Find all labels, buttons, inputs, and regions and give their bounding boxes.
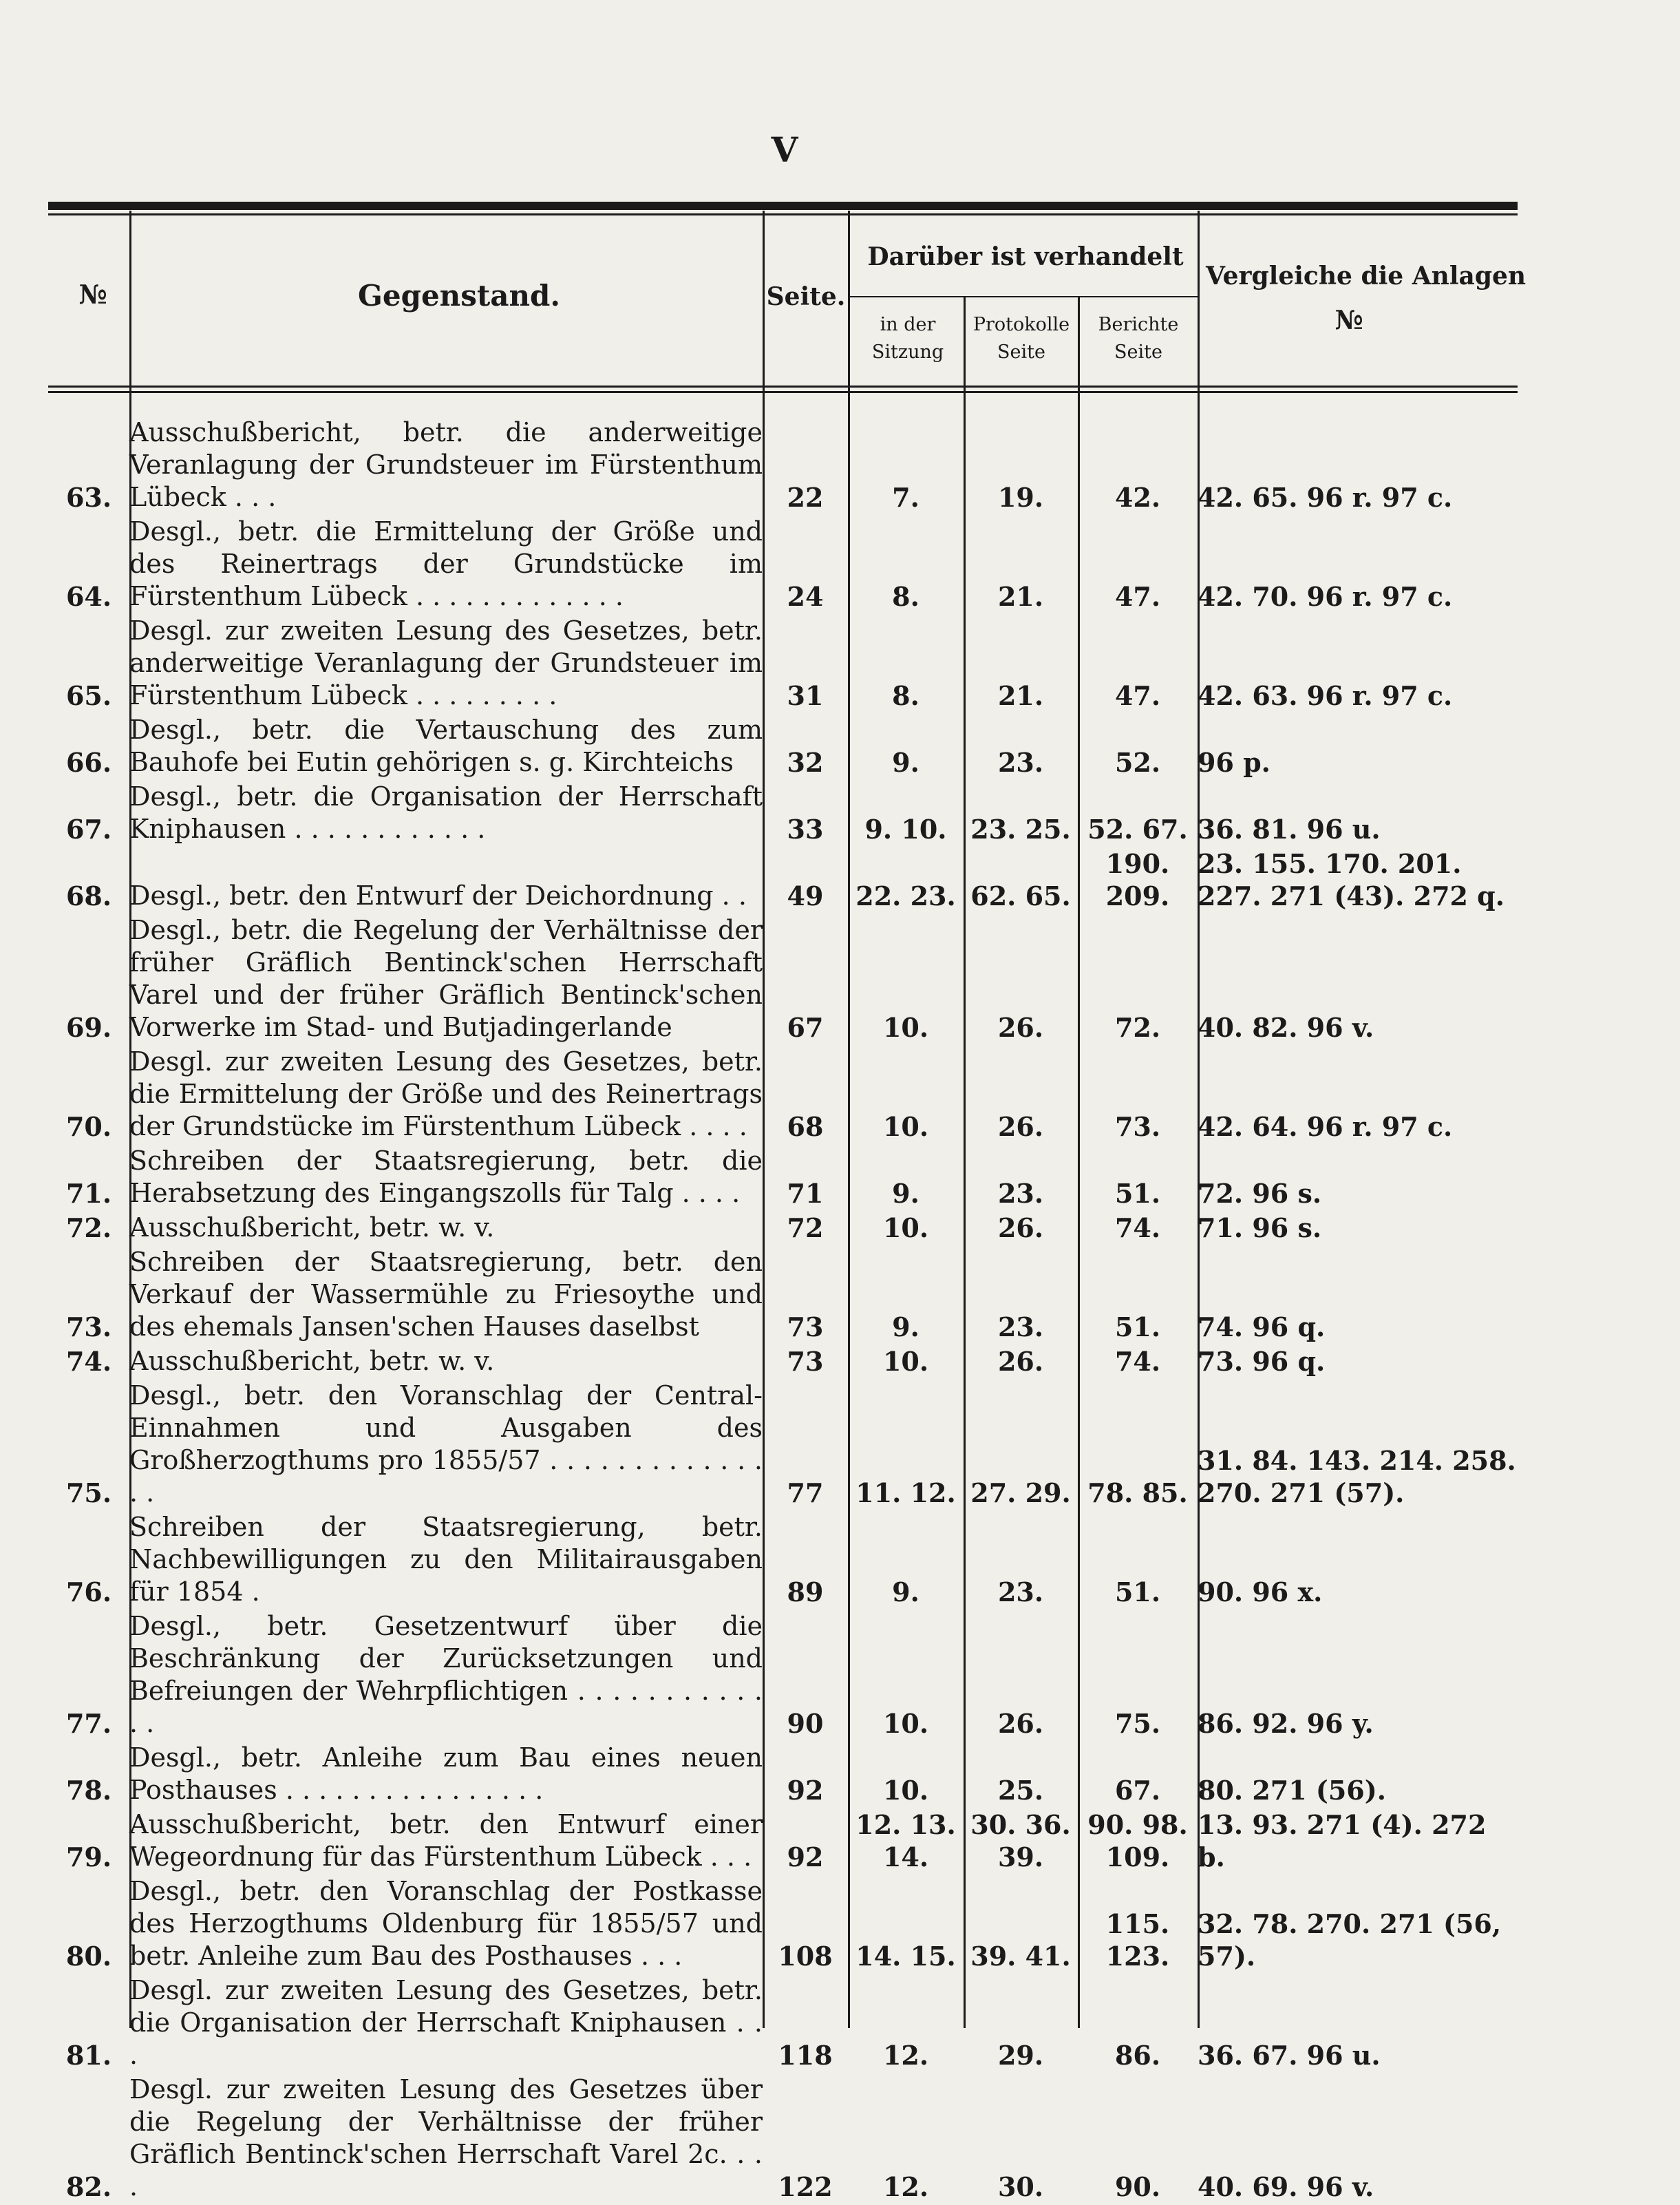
entry-number: 72.	[65, 1212, 112, 1243]
entry-protokolle: 23.	[997, 1311, 1044, 1342]
table-row	[48, 416, 1518, 516]
entry-protokolle: 62. 65.	[970, 880, 1071, 911]
entry-protokolle: 23. 25.	[970, 814, 1071, 845]
entry-subject: Schreiben der Staatsregierung, betr. den Verkauf der Wassermühle zu Friesoythe und des ehemals Jansen'schen Hauses daselbst	[129, 1247, 763, 1342]
entry-anlagen: 36. 81. 96 u.	[1198, 814, 1381, 845]
table-row	[48, 781, 1518, 847]
entry-berichte: 52.	[1114, 747, 1161, 778]
entry-protokolle: 26.	[997, 1708, 1044, 1739]
entry-number: 65.	[65, 680, 112, 711]
entry-anlagen: 42. 63. 96 r. 97 c.	[1198, 680, 1453, 711]
header-protokolle: Protokolle Seite	[972, 314, 1070, 363]
entry-anlagen: 96 p.	[1198, 747, 1270, 778]
entry-subject: Ausschußbericht, betr. die anderweitige Veranlagung der Grundsteuer im Fürstenthum Lübeck . . .	[129, 417, 763, 512]
table-row	[48, 1742, 1518, 1808]
entry-berichte: 52. 67.	[1087, 814, 1188, 845]
entry-page: 92	[787, 1842, 824, 1872]
entry-subject: Desgl., betr. die Ermittelung der Größe und des Reinertrags der Grundstücke im Fürstenthum Lübeck . . . . . . . . . . . . .	[129, 516, 763, 611]
entry-page: 49	[787, 880, 824, 911]
header-sitzung: in der Sitzung	[871, 314, 944, 363]
entry-protokolle: 19.	[997, 482, 1044, 513]
entry-sitzung: 9.	[892, 1311, 919, 1342]
entry-berichte: 67.	[1114, 1775, 1161, 1806]
entry-anlagen: 42. 65. 96 r. 97 c.	[1198, 482, 1453, 513]
entry-number: 75.	[65, 1477, 112, 1508]
entry-anlagen: 42. 70. 96 r. 97 c.	[1198, 581, 1453, 612]
entry-protokolle: 30. 36. 39.	[970, 1809, 1071, 1872]
entry-protokolle: 30.	[997, 2171, 1044, 2202]
entry-protokolle: 21.	[997, 680, 1044, 711]
entry-sitzung: 22. 23.	[855, 880, 956, 911]
entry-berichte: 47.	[1114, 581, 1161, 612]
entry-berichte: 75.	[1114, 1708, 1161, 1739]
entry-number: 77.	[65, 1708, 112, 1739]
entry-sitzung: 11. 12.	[855, 1477, 956, 1508]
entry-berichte: 51.	[1114, 1178, 1161, 1209]
table-row	[48, 615, 1518, 714]
entry-number: 71.	[65, 1178, 112, 1209]
table-row	[48, 1246, 1518, 1345]
entry-subject: Ausschußbericht, betr. den Entwurf einer Wegeordnung für das Fürstenthum Lübeck . . .	[129, 1809, 763, 1872]
entry-subject: Ausschußbericht, betr. w. v.	[129, 1212, 495, 1243]
entry-sitzung: 12.	[882, 2171, 929, 2202]
entry-sitzung: 8.	[892, 581, 919, 612]
entry-subject: Desgl. zur zweiten Lesung des Gesetzes, betr. anderweitige Veranlagung der Grundsteuer im Fürstenthum Lübeck . . . . . . . . .	[129, 615, 763, 710]
entry-page: 73	[787, 1311, 824, 1342]
entry-berichte: 74.	[1114, 1212, 1161, 1243]
table-row	[48, 1380, 1518, 1511]
entry-page: 89	[787, 1576, 824, 1607]
entry-berichte: 86.	[1114, 2040, 1161, 2071]
entry-subject: Schreiben der Staatsregierung, betr. die Herabsetzung des Eingangszolls für Talg . . . .	[129, 1146, 763, 1208]
entry-page: 33	[787, 814, 824, 845]
entry-number: 63.	[65, 482, 112, 513]
page-number: V	[771, 129, 798, 170]
header-verhandelt-rule	[849, 296, 1198, 297]
entry-protokolle: 29.	[997, 2040, 1044, 2071]
entry-page: 71	[787, 1178, 824, 1209]
entry-anlagen: 40. 69. 96 v.	[1198, 2171, 1374, 2202]
entry-anlagen: 74. 96 q.	[1198, 1311, 1326, 1342]
entry-subject: Desgl., betr. den Voranschlag der Central-Einnahmen und Ausgaben des Großherzogthums pro 1855/57 . . . . . . . . . . . . . . .	[129, 1380, 763, 1508]
entry-protokolle: 23.	[997, 1178, 1044, 1209]
entry-page: 22	[787, 482, 824, 513]
entry-subject: Ausschußbericht, betr. w. v.	[129, 1346, 495, 1376]
entry-sitzung: 8.	[892, 680, 919, 711]
entry-subject: Desgl. zur zweiten Lesung des Gesetzes, betr. die Organisation der Herrschaft Kniphausen . . .	[129, 1975, 763, 2070]
entry-subject: Desgl. zur zweiten Lesung des Gesetzes über die Regelung der Verhältnisse der früher Gräflich Bentinck'schen Herrschaft Varel 2c. . . .	[129, 2074, 763, 2202]
entry-subject: Desgl., betr. die Regelung der Verhältnisse der früher Gräflich Bentinck'schen Herrschaft Varel und der früher Gräflich Bentinck'schen Vorwerke im Stad- und Butjadingerlande	[129, 915, 763, 1042]
entry-subject: Desgl., betr. die Organisation der Herrschaft Kniphausen . . . . . . . . . . . .	[129, 781, 763, 844]
entry-protokolle: 23.	[997, 1576, 1044, 1607]
entry-protokolle: 26.	[997, 1346, 1044, 1377]
table-row	[48, 516, 1518, 615]
entry-berichte: 47.	[1114, 680, 1161, 711]
entry-page: 32	[787, 747, 824, 778]
entry-sitzung: 10.	[882, 1111, 929, 1142]
entry-protokolle: 23.	[997, 747, 1044, 778]
entry-number: 78.	[65, 1775, 112, 1806]
entry-subject: Desgl., betr. den Voranschlag der Postkasse des Herzogthums Oldenburg für 1855/57 und betr. Anleihe zum Bau des Posthauses . . .	[129, 1876, 763, 1971]
header-top-rule-thin	[48, 213, 1518, 215]
entry-number: 70.	[65, 1111, 112, 1142]
header-bottom-rule-2	[48, 391, 1518, 393]
table-row	[48, 1145, 1518, 1212]
entry-protokolle: 25.	[997, 1775, 1044, 1806]
entry-protokolle: 26.	[997, 1212, 1044, 1243]
table-row	[48, 2074, 1518, 2205]
header-berichte: Berichte Seite	[1098, 314, 1179, 363]
entry-page: 72	[787, 1212, 824, 1243]
entry-anlagen: 31. 84. 143. 214. 258. 270. 271 (57).	[1198, 1445, 1516, 1508]
entry-anlagen: 71. 96 s.	[1198, 1212, 1322, 1243]
header-gegenstand: Gegenstand.	[358, 279, 560, 313]
header-bottom-rule	[48, 386, 1518, 388]
entry-page: 92	[787, 1775, 824, 1806]
entry-anlagen: 32. 78. 270. 271 (56, 57).	[1198, 1908, 1502, 1972]
table-row	[48, 1046, 1518, 1145]
entry-berichte: 42.	[1114, 482, 1161, 513]
entry-page: 31	[787, 680, 824, 711]
entry-protokolle: 21.	[997, 581, 1044, 612]
entry-subject: Desgl., betr. Gesetzentwurf über die Beschränkung der Zurücksetzungen und Befreiungen der Wehrpflichtigen . . . . . . . . . . . . .	[129, 1611, 763, 1738]
header-nr: №	[78, 279, 107, 310]
entry-sitzung: 9.	[892, 1576, 919, 1607]
entry-subject: Desgl., betr. den Entwurf der Deichordnung . .	[129, 880, 747, 911]
header-top-rule	[48, 202, 1518, 210]
entry-sitzung: 10.	[882, 1346, 929, 1377]
table-row	[48, 714, 1518, 781]
entry-sitzung: 14. 15.	[855, 1941, 956, 1972]
entry-protokolle: 27. 29.	[970, 1477, 1071, 1508]
entry-anlagen: 73. 96 q.	[1198, 1346, 1326, 1377]
entry-anlagen: 72. 96 s.	[1198, 1178, 1322, 1209]
entry-sitzung: 7.	[892, 482, 919, 513]
entry-number: 69.	[65, 1012, 112, 1043]
entry-anlagen: 13. 93. 271 (4). 272 b.	[1198, 1809, 1487, 1872]
entry-page: 108	[778, 1941, 833, 1972]
entry-berichte: 74.	[1114, 1346, 1161, 1377]
table-row	[48, 1974, 1518, 2074]
entry-protokolle: 39. 41.	[970, 1941, 1071, 1972]
entry-berichte: 72.	[1114, 1012, 1161, 1043]
table-row	[48, 1808, 1518, 1875]
entry-number: 64.	[65, 581, 112, 612]
table-row	[48, 1345, 1518, 1380]
entry-sitzung: 10.	[882, 1012, 929, 1043]
entry-sitzung: 12.	[882, 2040, 929, 2071]
entry-sitzung: 10.	[882, 1212, 929, 1243]
entry-page: 24	[787, 581, 824, 612]
table-row	[48, 1875, 1518, 1974]
entry-page: 68	[787, 1111, 824, 1142]
entry-page: 122	[778, 2171, 833, 2202]
entry-number: 73.	[65, 1311, 112, 1342]
entry-berichte: 90.	[1114, 2171, 1161, 2202]
entry-anlagen: 23. 155. 170. 201. 227. 271 (43). 272 q.	[1198, 848, 1504, 911]
table-row	[48, 1511, 1518, 1610]
entry-number: 68.	[65, 880, 112, 911]
entry-number: 66.	[65, 747, 112, 778]
entry-sitzung: 9.	[892, 1178, 919, 1209]
table-row	[48, 914, 1518, 1046]
entry-anlagen: 86. 92. 96 y.	[1198, 1708, 1374, 1739]
entry-berichte: 115. 123.	[1105, 1908, 1170, 1972]
entry-sitzung: 9.	[892, 747, 919, 778]
entry-page: 67	[787, 1012, 824, 1043]
entry-anlagen: 42. 64. 96 r. 97 c.	[1198, 1111, 1453, 1142]
entry-page: 73	[787, 1346, 824, 1377]
entry-number: 76.	[65, 1576, 112, 1607]
entry-number: 79.	[65, 1842, 112, 1872]
entry-sitzung: 10.	[882, 1708, 929, 1739]
entry-protokolle: 26.	[997, 1111, 1044, 1142]
header-seite: Seite.	[766, 282, 846, 311]
entry-berichte: 78. 85.	[1087, 1477, 1188, 1508]
entry-berichte: 51.	[1114, 1311, 1161, 1342]
entry-subject: Desgl., betr. Anleihe zum Bau eines neuen Posthauses . . . . . . . . . . . . . . . .	[129, 1742, 763, 1805]
entry-berichte: 90. 98. 109.	[1087, 1809, 1188, 1872]
index-table	[48, 416, 1518, 2205]
entry-number: 81.	[65, 2040, 112, 2071]
table-row	[48, 1212, 1518, 1246]
header-verhandelt: Darüber ist verhandelt	[867, 242, 1184, 271]
entry-number: 74.	[65, 1346, 112, 1377]
entry-anlagen: 40. 82. 96 v.	[1198, 1012, 1374, 1043]
entry-subject: Desgl. zur zweiten Lesung des Gesetzes, betr. die Ermittelung der Größe und des Reinertrags der Grundstücke im Fürstenthum Lübeck . . . .	[129, 1046, 763, 1141]
entry-berichte: 51.	[1114, 1576, 1161, 1607]
table-row	[48, 847, 1518, 914]
header-anlagen-nr: №	[1335, 304, 1363, 335]
entry-protokolle: 26.	[997, 1012, 1044, 1043]
entry-number: 80.	[65, 1941, 112, 1972]
entry-sitzung: 12. 13. 14.	[855, 1809, 956, 1872]
entry-berichte: 73.	[1114, 1111, 1161, 1142]
header-anlagen: Vergleiche die Anlagen	[1206, 262, 1527, 291]
table-row	[48, 1610, 1518, 1742]
entry-number: 67.	[65, 814, 112, 845]
entry-number: 82.	[65, 2171, 112, 2202]
entry-page: 77	[787, 1477, 824, 1508]
entry-sitzung: 9. 10.	[864, 814, 947, 845]
entry-anlagen: 90. 96 x.	[1198, 1576, 1323, 1607]
entry-subject: Schreiben der Staatsregierung, betr. Nachbewilligungen zu den Militairausgaben für 1854 .	[129, 1512, 763, 1607]
entry-page: 118	[778, 2040, 833, 2071]
entry-berichte: 190. 209.	[1105, 848, 1170, 911]
entry-subject: Desgl., betr. die Vertauschung des zum Bauhofe bei Eutin gehörigen s. g. Kirchteichs	[129, 715, 763, 777]
entry-sitzung: 10.	[882, 1775, 929, 1806]
entry-page: 90	[787, 1708, 824, 1739]
entry-anlagen: 80. 271 (56).	[1198, 1775, 1386, 1806]
entry-anlagen: 36. 67. 96 u.	[1198, 2040, 1381, 2071]
